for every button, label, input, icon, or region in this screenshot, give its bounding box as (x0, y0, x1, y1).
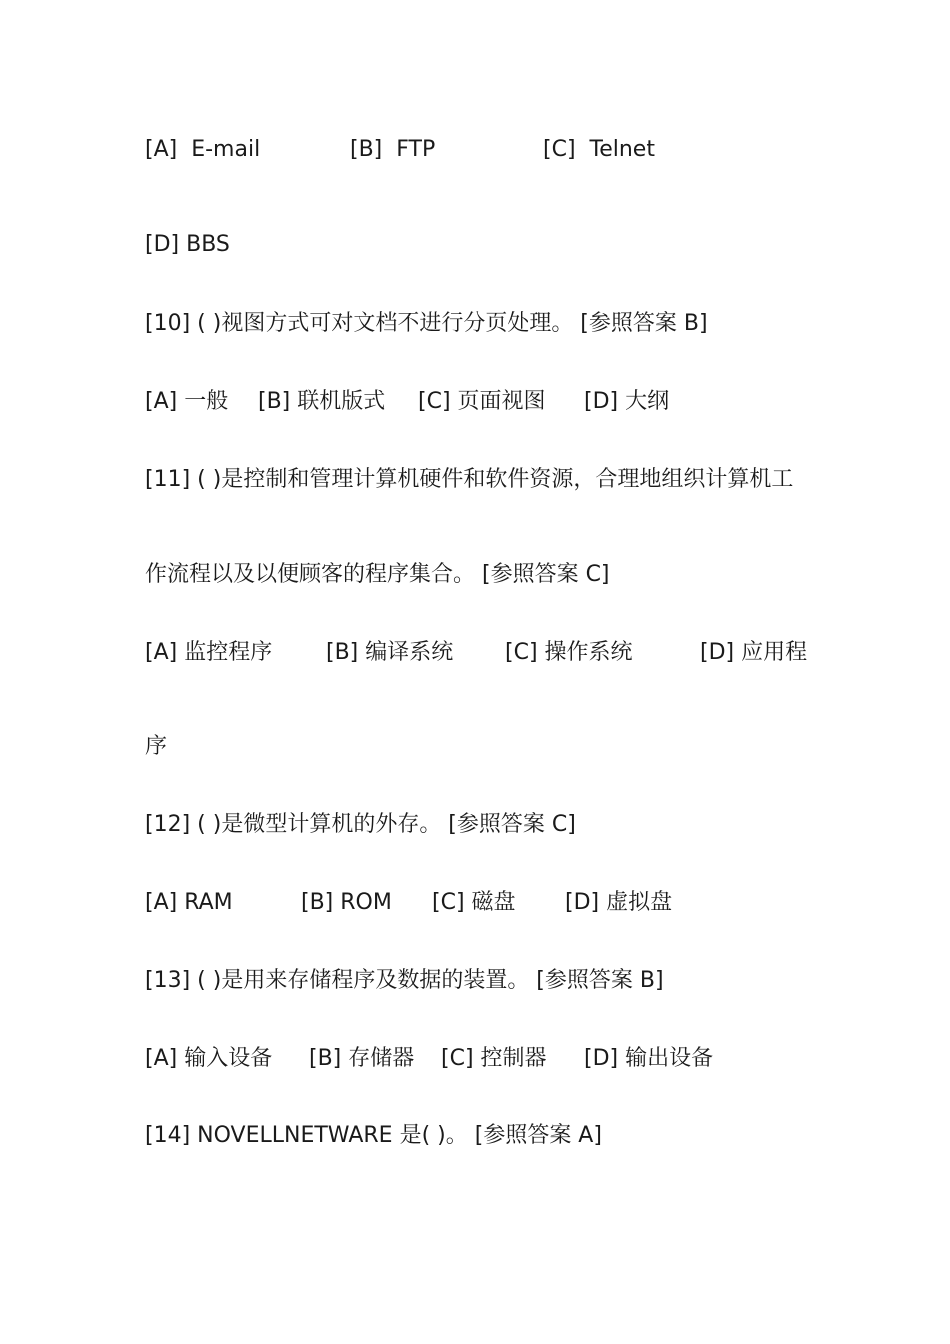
q12-option-b: [B] ROM (301, 890, 392, 915)
q14-stem: [14] NOVELLNETWARE 是( )。 [参照答案 A] (145, 1123, 602, 1148)
q12-option-d: [D] 虚拟盘 (565, 890, 673, 915)
q11-option-c: [C] 操作系统 (505, 640, 633, 665)
q12-option-a: [A] RAM (145, 890, 233, 915)
q12-stem: [12] ( )是微型计算机的外存。 [参照答案 C] (145, 812, 576, 837)
q11-stem-line2: 作流程以及以便顾客的程序集合。 [参照答案 C] (145, 562, 610, 587)
q11-option-b: [B] 编译系统 (326, 640, 454, 665)
q10-stem: [10] ( )视图方式可对文档不进行分页处理。 [参照答案 B] (145, 311, 708, 336)
q10-option-b: [B] 联机版式 (258, 389, 386, 414)
q13-option-c: [C] 控制器 (441, 1046, 547, 1071)
q13-stem: [13] ( )是用来存储程序及数据的装置。 [参照答案 B] (145, 968, 664, 993)
q9-option-c: [C] Telnet (543, 137, 655, 162)
q9-option-a: [A] E-mail (145, 137, 261, 162)
q12-option-c: [C] 磁盘 (432, 890, 516, 915)
q10-option-d: [D] 大纲 (584, 389, 670, 414)
q11-option-a: [A] 监控程序 (145, 640, 273, 665)
q10-option-c: [C] 页面视图 (418, 389, 546, 414)
q11-option-d: [D] 应用程 (700, 640, 808, 665)
q13-option-d: [D] 输出设备 (584, 1046, 714, 1071)
q11-option-d-continued: 序 (145, 734, 168, 759)
q9-option-d: [D] BBS (145, 232, 230, 257)
q11-stem-line1: [11] ( )是控制和管理计算机硬件和软件资源，合理地组织计算机工 (145, 467, 794, 492)
q9-option-b: [B] FTP (350, 137, 436, 162)
q13-option-b: [B] 存储器 (309, 1046, 415, 1071)
q10-option-a: [A] 一般 (145, 389, 229, 414)
q13-option-a: [A] 输入设备 (145, 1046, 273, 1071)
